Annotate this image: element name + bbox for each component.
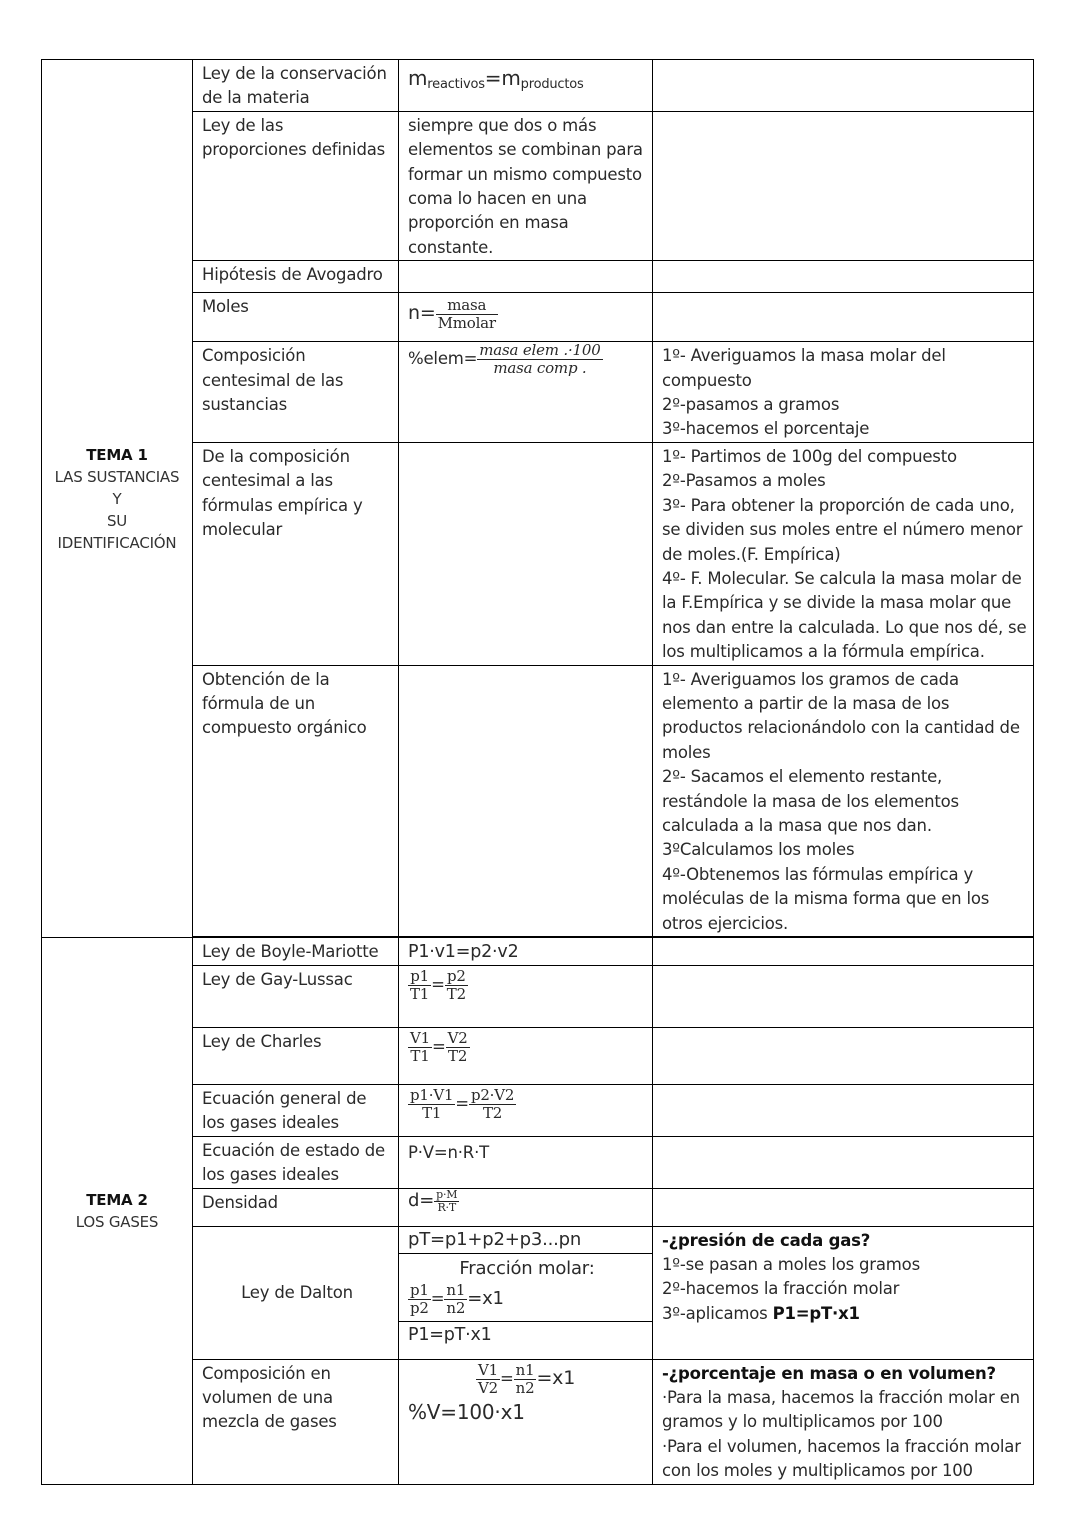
question: -¿presión de cada gas? — [662, 1230, 871, 1250]
formula-cell — [399, 1359, 653, 1484]
formula-line: $\frac{p1}{p2}$ = $\frac{n1}{n2}$ =x1 — [410, 1280, 504, 1317]
notes-cell — [653, 1028, 1034, 1085]
formula-cell — [399, 261, 653, 293]
fraction: $\frac{V1}{T1}$ — [410, 1029, 430, 1065]
notes-cell — [653, 261, 1034, 293]
theme-2-cell — [42, 938, 193, 1485]
fraction: $\frac{\text{masa}}{\text{Mmolar}}$ — [437, 296, 496, 333]
law-name: Hipótesis de Avogadro — [193, 261, 399, 293]
fraction: $\frac{V1}{V2}$ — [478, 1360, 498, 1397]
step: 3º- Para obtener la proporción de cada uno, se dividen sus moles entre el número menor de moles.(F. Empírica) — [662, 495, 1023, 564]
notes-cell — [653, 966, 1034, 1028]
theme-1-line: SU — [106, 511, 128, 530]
step: 2º-pasamos a gramos — [662, 395, 840, 415]
formula-line: %V=100·x1 — [408, 1399, 525, 1424]
step: 1º- Partimos de 100g del compuesto — [662, 446, 957, 466]
formula-cell: $\frac{V1}{T1}$ = $\frac{V2}{T2}$ — [399, 1028, 653, 1085]
formula-cell: %elem= $\frac{\text{masa elem .·100}}{\text{masa comp .}}$ — [399, 342, 653, 443]
law-name: Ecuación general de los gases ideales — [193, 1085, 399, 1137]
formula-cell: d= $\frac{p\cdot M}{R\cdot T}$ — [399, 1188, 653, 1226]
notes-cell — [653, 1359, 1034, 1484]
notes-cell — [653, 442, 1034, 665]
step: 3º-hacemos el porcentaje — [662, 419, 870, 439]
law-name: Moles — [193, 293, 399, 342]
summary-table — [41, 59, 1034, 1485]
fraction: $\frac{p\cdot M}{R\cdot T}$ — [436, 1187, 458, 1214]
step: 1º- Averiguamos la masa molar del compuesto — [662, 346, 946, 390]
theme-2-line: LOS GASES — [75, 1212, 159, 1231]
formula-line: $\frac{V1}{V2}$ = $\frac{n1}{n2}$ =x1 — [478, 1360, 576, 1397]
step: 2º-hacemos la fracción molar — [662, 1279, 900, 1299]
law-name: Ley de Charles — [193, 1028, 399, 1085]
theme-1-title: TEMA 1 — [86, 445, 148, 464]
formula-label: Fracción molar: — [459, 1257, 595, 1279]
step: 2º-Pasamos a moles — [662, 471, 826, 491]
step: ·Para el volumen, hacemos la fracción molar con los moles y multiplicamos por 100 — [662, 1436, 1021, 1481]
step: 4º- F. Molecular. Se calcula la masa molar de la F.Empírica y se divide la masa molar que nos dan entre la calculada. Lo que nos dé, se los multiplicamos a la fórmula empírica. — [662, 568, 1027, 662]
document-page — [41, 59, 1034, 1485]
step: 3ºCalculamos los moles — [662, 840, 855, 860]
notes-cell — [653, 938, 1034, 966]
formula-cell — [399, 665, 653, 936]
fraction: $\frac{p1}{T1}$ — [410, 967, 430, 1003]
fraction: $\frac{p2\cdot V2}{T2}$ — [470, 1086, 515, 1122]
theme-1-cell — [42, 60, 193, 938]
law-name: Obtención de la fórmula de un compuesto orgánico — [193, 665, 399, 936]
step: 2º- Sacamos el elemento restante, restándole la masa de los elementos calculada a la masa que nos dan. — [662, 767, 959, 835]
notes-cell — [653, 1226, 1034, 1359]
formula-cell: P·V=n·R·T — [399, 1136, 653, 1188]
fraction: $\frac{p2}{T2}$ — [446, 967, 466, 1003]
notes-cell — [653, 1085, 1034, 1137]
step: ·Para la masa, hacemos la fracción molar en gramos y lo multiplicamos por 100 — [662, 1388, 1020, 1432]
theme-1-line: IDENTIFICACIÓN — [57, 533, 177, 552]
formula-cell: n= $\frac{\text{masa}}{\text{Mmolar}}$ — [399, 293, 653, 342]
table-row — [42, 60, 1034, 112]
notes-cell — [653, 1136, 1034, 1188]
formula-line: P1=pT·x1 — [408, 1324, 492, 1345]
formula-cell: $m_{reactivos}=m_{productos}$ — [399, 60, 653, 112]
law-name: Composición en volumen de una mezcla de gases — [193, 1359, 399, 1484]
fraction: $\frac{p1}{p2}$ — [410, 1280, 429, 1317]
formula-cell: P1·v1=p2·v2 — [399, 938, 653, 966]
step: 3º-aplicamos P1=pT·x1 — [662, 1303, 860, 1323]
step: 1º-se pasan a moles los gramos — [662, 1255, 920, 1275]
question: -¿porcentaje en masa o en volumen? — [662, 1363, 996, 1383]
notes-cell — [653, 342, 1034, 443]
law-name: Composición centesimal de las sustancias — [193, 342, 399, 443]
fraction: $\frac{V2}{T2}$ — [447, 1029, 468, 1065]
table-row — [42, 938, 1034, 966]
formula-line: pT=p1+p2+p3...pn — [408, 1228, 582, 1250]
fraction: $\frac{n1}{n2}$ — [515, 1360, 535, 1397]
notes-cell — [653, 60, 1034, 112]
law-name: Ley de la conservación de la materia — [193, 60, 399, 112]
description-cell: siempre que dos o más elementos se combinan para formar un mismo compuesto coma lo hacen en una proporción en masa constante. — [399, 111, 653, 260]
formula-cell — [399, 442, 653, 665]
formula-cell — [399, 1226, 653, 1359]
notes-cell — [653, 111, 1034, 260]
fraction: $\frac{n1}{n2}$ — [446, 1280, 466, 1317]
law-name: De la composición centesimal a las fórmulas empírica y molecular — [193, 442, 399, 665]
formula-cell: $\frac{p1}{T1}$ = $\frac{p2}{T2}$ — [399, 966, 653, 1028]
law-name: Densidad — [193, 1188, 399, 1226]
notes-cell — [653, 665, 1034, 936]
step: 1º- Averiguamos los gramos de cada elemento a partir de la masa de los productos relacionándolo con la cantidad de moles — [662, 669, 1020, 762]
theme-1-line: Y — [112, 489, 122, 508]
notes-cell — [653, 293, 1034, 342]
theme-2-title: TEMA 2 — [86, 1190, 148, 1209]
law-name: Ley de Dalton — [193, 1226, 399, 1359]
fraction: $\frac{\text{masa elem .·100}}{\text{masa comp .}}$ — [479, 341, 601, 378]
law-name: Ecuación de estado de los gases ideales — [193, 1136, 399, 1188]
notes-cell — [653, 1188, 1034, 1226]
law-name: Ley de Boyle-Mariotte — [193, 938, 399, 966]
theme-1-line: LAS SUSTANCIAS — [54, 467, 180, 486]
step: 4º-Obtenemos las fórmulas empírica y moléculas de la misma forma que en los otros ejercicios. — [662, 864, 990, 933]
fraction: $\frac{p1\cdot V1}{T1}$ — [410, 1086, 454, 1122]
law-name: Ley de Gay-Lussac — [193, 966, 399, 1028]
formula-block — [399, 1253, 652, 1322]
formula-cell: $\frac{p1\cdot V1}{T1}$ = $\frac{p2\cdot V2}{T2}$ — [399, 1085, 653, 1137]
law-name: Ley de las proporciones definidas — [193, 111, 399, 260]
